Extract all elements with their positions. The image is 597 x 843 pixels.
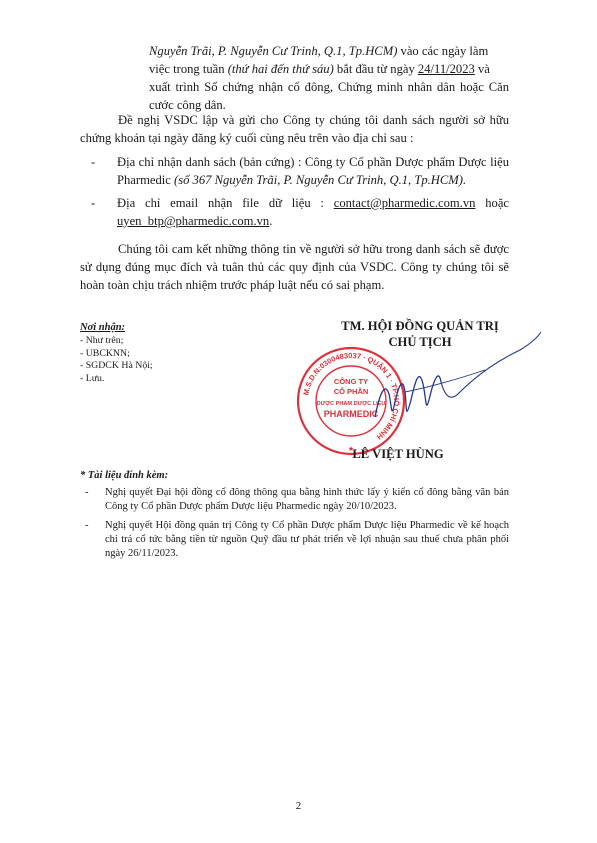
- commitment-text: Chúng tôi cam kết những thông tin về người sở hữu trong danh sách sẽ được sử dụng đúng mục đích và tuân thủ các quy định của VSDC. Công ty chúng tôi sẽ hoàn toàn chịu trách nhiệm trước pháp luật nếu có sai phạm.: [80, 242, 509, 292]
- stamp-ring-text: M.S.D.N:0300483037 · QUẬN 1 · TP.HỒ CHÍ MINH: [301, 350, 402, 442]
- request-text: Đề nghị VSDC lập và gửi cho Công ty chúng tôi danh sách người sở hữu chứng khoán tại ngày đăng ký cuối cùng nêu trên vào địa chỉ sau :: [80, 113, 509, 145]
- attachment-item-text: Nghị quyết Đại hội đồng cổ đông thông qua bằng hình thức lấy ý kiến cổ đông bằng văn bản Công ty Cổ phần Dược phẩm Dược liệu Pharmedic ngày 20/10/2023.: [105, 487, 509, 512]
- signature-title-board: TM. HỘI ĐỒNG QUẢN TRỊ: [341, 319, 499, 333]
- list-dash: -: [85, 487, 89, 498]
- list-item: [91, 153, 509, 189]
- recipients-block: [80, 322, 153, 385]
- address-email-or: hoặc: [475, 196, 509, 210]
- attachments-title: * Tài liệu đính kèm:: [80, 470, 169, 481]
- intro-paragraph: [149, 42, 509, 114]
- request-paragraph: [80, 111, 509, 147]
- list-dash: -: [85, 520, 89, 531]
- intro-line2-a: việc trong tuần: [149, 62, 228, 76]
- intro-line3: xuất trình Sổ chứng nhận cổ đông, Chứng minh nhân dân hoặc Căn cước công dân.: [149, 80, 509, 112]
- recipient-item: - SGDCK Hà Nội;: [80, 360, 153, 372]
- list-item: [85, 519, 509, 561]
- stamp-star-icon: ★: [347, 445, 355, 453]
- intro-weekdays-italic: (thứ hai đến thứ sáu): [227, 62, 334, 76]
- stamp-line-pharma: DƯỢC PHẨM DƯỢC LIỆU: [316, 401, 386, 407]
- stamp-line-brand: PHARMEDIC: [323, 409, 379, 419]
- address-hardcopy-text: Địa chỉ nhận danh sách (bản cứng) : Công ty Cổ phần Dược phẩm Dược liệu Pharmedic: [117, 155, 509, 187]
- address-list: [91, 153, 509, 235]
- signature-title: [320, 318, 520, 350]
- signature-title-chairman: CHỦ TỊCH: [388, 335, 452, 349]
- attachments-list: [85, 486, 509, 566]
- intro-line2-b: bắt đầu từ ngày: [333, 62, 418, 76]
- page-number: 2: [295, 800, 302, 812]
- attachment-item-text: Nghị quyết Hội đồng quản trị Công ty Cổ phần Dược phẩm Dược liệu Pharmedic về kế hoạch chi trả cổ tức bằng tiền từ nguồn Quỹ đầu tư phát triển về lợi nhuận sau thuế chưa phân phối ngày 26/11/2023.: [105, 520, 509, 559]
- intro-line1-rest: vào các ngày làm: [397, 44, 489, 58]
- email-link-uyen[interactable]: uyen_btp@pharmedic.com.vn: [117, 214, 270, 228]
- signer-name: LÊ VIỆT HÙNG: [352, 447, 444, 461]
- intro-line2-c: và: [474, 62, 490, 76]
- address-email-text: Địa chỉ email nhận file dữ liệu :: [117, 196, 334, 210]
- intro-address-italic: Nguyễn Trãi, P. Nguyễn Cư Trinh, Q.1, Tp.HCM): [149, 44, 398, 58]
- recipient-item: - Như trên;: [80, 335, 124, 347]
- list-dash: -: [91, 155, 96, 169]
- intro-start-date: 24/11/2023: [417, 62, 475, 76]
- address-hardcopy-italic: (số 367 Nguyễn Trãi, P. Nguyễn Cư Trinh, Q.1, Tp.HCM).: [174, 173, 467, 187]
- commitment-paragraph: [80, 240, 509, 294]
- address-email-period: .: [269, 214, 273, 228]
- list-dash: -: [91, 196, 96, 210]
- list-item: [91, 194, 509, 230]
- email-link-contact[interactable]: contact@pharmedic.com.vn: [333, 196, 476, 210]
- recipient-item: - UBCKNN;: [80, 347, 130, 359]
- recipient-item: - Lưu.: [80, 372, 105, 384]
- recipients-title: Nơi nhận:: [80, 322, 126, 333]
- list-item: [85, 486, 509, 514]
- stamp-line-jsc: CỔ PHẦN: [333, 387, 369, 396]
- stamp-line-company: CÔNG TY: [333, 377, 369, 386]
